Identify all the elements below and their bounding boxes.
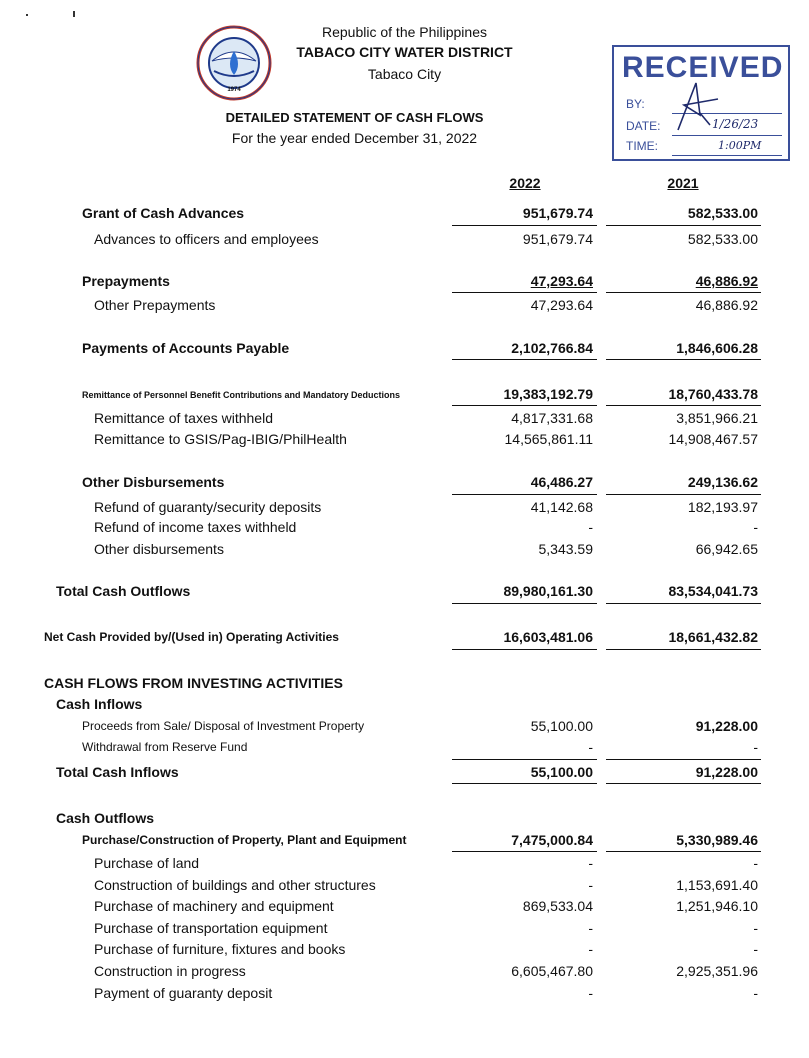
rule xyxy=(452,851,597,852)
row-label: Other Disbursements xyxy=(82,474,225,490)
table-row xyxy=(0,583,809,605)
table-row xyxy=(0,297,809,319)
value-2021: 182,193.97 xyxy=(687,499,758,515)
value-2021: 582,533.00 xyxy=(687,231,758,247)
rule xyxy=(452,649,597,650)
row-label: Payment of guaranty deposit xyxy=(94,985,273,1001)
value-2021: 2,925,351.96 xyxy=(676,963,758,979)
rule xyxy=(606,359,761,360)
rule xyxy=(606,225,761,226)
value-2021: - xyxy=(753,985,758,1001)
value-2022: 5,343.59 xyxy=(538,541,593,557)
rule xyxy=(452,783,597,784)
value-2022: 2,102,766.84 xyxy=(511,340,593,356)
stamp-line xyxy=(672,135,782,136)
section-heading: CASH FLOWS FROM INVESTING ACTIVITIES xyxy=(44,675,343,691)
row-label: Grant of Cash Advances xyxy=(82,205,245,221)
svg-text:1974: 1974 xyxy=(227,87,241,93)
statement-title: DETAILED STATEMENT OF CASH FLOWS xyxy=(225,110,484,125)
table-row xyxy=(0,541,809,563)
statement-period: For the year ended December 31, 2022 xyxy=(231,130,478,146)
value-2021: 249,136.62 xyxy=(687,474,758,490)
stamp-title: RECEIVED xyxy=(622,51,784,84)
rule xyxy=(452,225,597,226)
value-2021: - xyxy=(753,920,758,936)
stamp-line xyxy=(672,155,782,156)
value-2022: 16,603,481.06 xyxy=(503,629,593,645)
row-label: Refund of guaranty/security deposits xyxy=(94,499,322,515)
rule xyxy=(452,292,597,293)
received-stamp xyxy=(612,45,790,161)
value-2022: - xyxy=(588,739,593,755)
section-subheading: Cash Outflows xyxy=(56,810,155,826)
table-row xyxy=(0,920,809,942)
rule xyxy=(606,759,761,760)
row-label: Construction in progress xyxy=(94,963,246,979)
row-label: Construction of buildings and other structures xyxy=(94,877,376,893)
value-2021: 46,886.92 xyxy=(695,297,758,313)
value-2022: 951,679.74 xyxy=(522,231,593,247)
header-city: Tabaco City xyxy=(367,66,442,82)
row-label: Proceeds from Sale/ Disposal of Investment Property xyxy=(82,719,365,733)
value-2021: 46,886.92 xyxy=(695,273,758,289)
table-row xyxy=(0,629,809,651)
row-label: Purchase of machinery and equipment xyxy=(94,898,334,914)
value-2022: 47,293.64 xyxy=(530,297,593,313)
rule xyxy=(606,292,761,293)
header-agency-name: TABACO CITY WATER DISTRICT xyxy=(296,44,513,60)
row-label: Total Cash Outflows xyxy=(56,583,191,599)
value-2022: 41,142.68 xyxy=(530,499,593,515)
table-row xyxy=(0,205,809,227)
row-label: Net Cash Provided by/(Used in) Operating Activities xyxy=(44,630,339,644)
value-2022: - xyxy=(588,519,593,535)
value-2022: 6,605,467.80 xyxy=(511,963,593,979)
rule xyxy=(452,359,597,360)
table-row xyxy=(0,855,809,877)
stamp-by-label: BY: xyxy=(626,97,645,111)
rule xyxy=(452,759,597,760)
section-heading-row xyxy=(0,675,809,697)
section-subheading: Cash Inflows xyxy=(56,696,143,712)
value-2021: - xyxy=(753,519,758,535)
value-2021: 1,153,691.40 xyxy=(676,877,758,893)
value-2022: 47,293.64 xyxy=(530,273,593,289)
value-2022: 19,383,192.79 xyxy=(503,386,593,402)
row-label: Purchase of transportation equipment xyxy=(94,920,328,936)
section-heading-row xyxy=(0,810,809,832)
row-label: Remittance of Personnel Benefit Contributions and Mandatory Deductions xyxy=(82,390,401,400)
value-2022: - xyxy=(588,941,593,957)
row-label: Refund of income taxes withheld xyxy=(94,519,297,535)
stamp-time-label: TIME: xyxy=(626,139,658,153)
value-2021: 18,661,432.82 xyxy=(668,629,758,645)
rule xyxy=(452,405,597,406)
value-2021: 91,228.00 xyxy=(695,764,758,780)
table-row xyxy=(0,519,809,541)
scan-speck xyxy=(26,14,28,16)
stamp-date-value: 1/26/23 xyxy=(712,117,759,131)
value-2022: 89,980,161.30 xyxy=(503,583,593,599)
row-label: Other disbursements xyxy=(94,541,224,557)
value-2021: 18,760,433.78 xyxy=(668,386,758,402)
value-2022: 4,817,331.68 xyxy=(511,410,593,426)
table-row xyxy=(0,231,809,253)
row-label: Other Prepayments xyxy=(94,297,216,313)
stamp-date-label: DATE: xyxy=(626,119,661,133)
table-row xyxy=(0,499,809,521)
value-2022: 7,475,000.84 xyxy=(511,832,593,848)
column-header-2022: 2022 xyxy=(509,175,541,191)
row-label: Remittance to GSIS/Pag-IBIG/PhilHealth xyxy=(94,431,347,447)
table-row xyxy=(0,474,809,496)
row-label: Payments of Accounts Payable xyxy=(82,340,290,356)
table-row xyxy=(0,410,809,432)
value-2022: 55,100.00 xyxy=(530,764,593,780)
rule xyxy=(606,851,761,852)
rule xyxy=(606,649,761,650)
value-2022: 869,533.04 xyxy=(522,898,593,914)
value-2021: 66,942.65 xyxy=(695,541,758,557)
row-label: Prepayments xyxy=(82,273,170,289)
value-2021: 83,534,041.73 xyxy=(668,583,758,599)
table-row xyxy=(0,985,809,1007)
table-row xyxy=(0,877,809,899)
row-label: Advances to officers and employees xyxy=(94,231,319,247)
value-2022: 55,100.00 xyxy=(530,718,593,734)
value-2021: 14,908,467.57 xyxy=(668,431,758,447)
table-row xyxy=(0,941,809,963)
row-label: Total Cash Inflows xyxy=(56,764,179,780)
stamp-time-value: 1:00PM xyxy=(718,139,762,152)
value-2021: 3,851,966.21 xyxy=(676,410,758,426)
value-2022: - xyxy=(588,877,593,893)
table-row xyxy=(0,718,809,740)
row-label: Purchase of land xyxy=(94,855,200,871)
value-2021: - xyxy=(753,855,758,871)
row-label: Remittance of taxes withheld xyxy=(94,410,273,426)
rule xyxy=(452,603,597,604)
rule xyxy=(606,494,761,495)
section-heading-row xyxy=(0,696,809,718)
rule xyxy=(452,494,597,495)
table-row xyxy=(0,431,809,453)
scan-speck xyxy=(73,11,75,17)
value-2021: - xyxy=(753,941,758,957)
value-2022: - xyxy=(588,920,593,936)
value-2021: - xyxy=(753,739,758,755)
row-label: Purchase/Construction of Property, Plant and Equipment xyxy=(82,833,407,847)
value-2022: 46,486.27 xyxy=(530,474,593,490)
value-2021: 1,251,946.10 xyxy=(676,898,758,914)
rule xyxy=(606,603,761,604)
row-label: Purchase of furniture, fixtures and books xyxy=(94,941,346,957)
column-header-2021: 2021 xyxy=(667,175,699,191)
value-2022: - xyxy=(588,855,593,871)
value-2022: 14,565,861.11 xyxy=(504,431,593,447)
value-2022: 951,679.74 xyxy=(522,205,593,221)
rule xyxy=(606,783,761,784)
value-2021: 5,330,989.46 xyxy=(676,832,758,848)
header-republic: Republic of the Philippines xyxy=(322,24,487,40)
rule xyxy=(606,405,761,406)
table-row xyxy=(0,963,809,985)
value-2021: 582,533.00 xyxy=(687,205,758,221)
table-row xyxy=(0,739,809,761)
value-2022: - xyxy=(588,985,593,1001)
value-2021: 91,228.00 xyxy=(695,718,758,734)
value-2021: 1,846,606.28 xyxy=(676,340,758,356)
row-label: Withdrawal from Reserve Fund xyxy=(82,740,248,754)
table-row xyxy=(0,898,809,920)
